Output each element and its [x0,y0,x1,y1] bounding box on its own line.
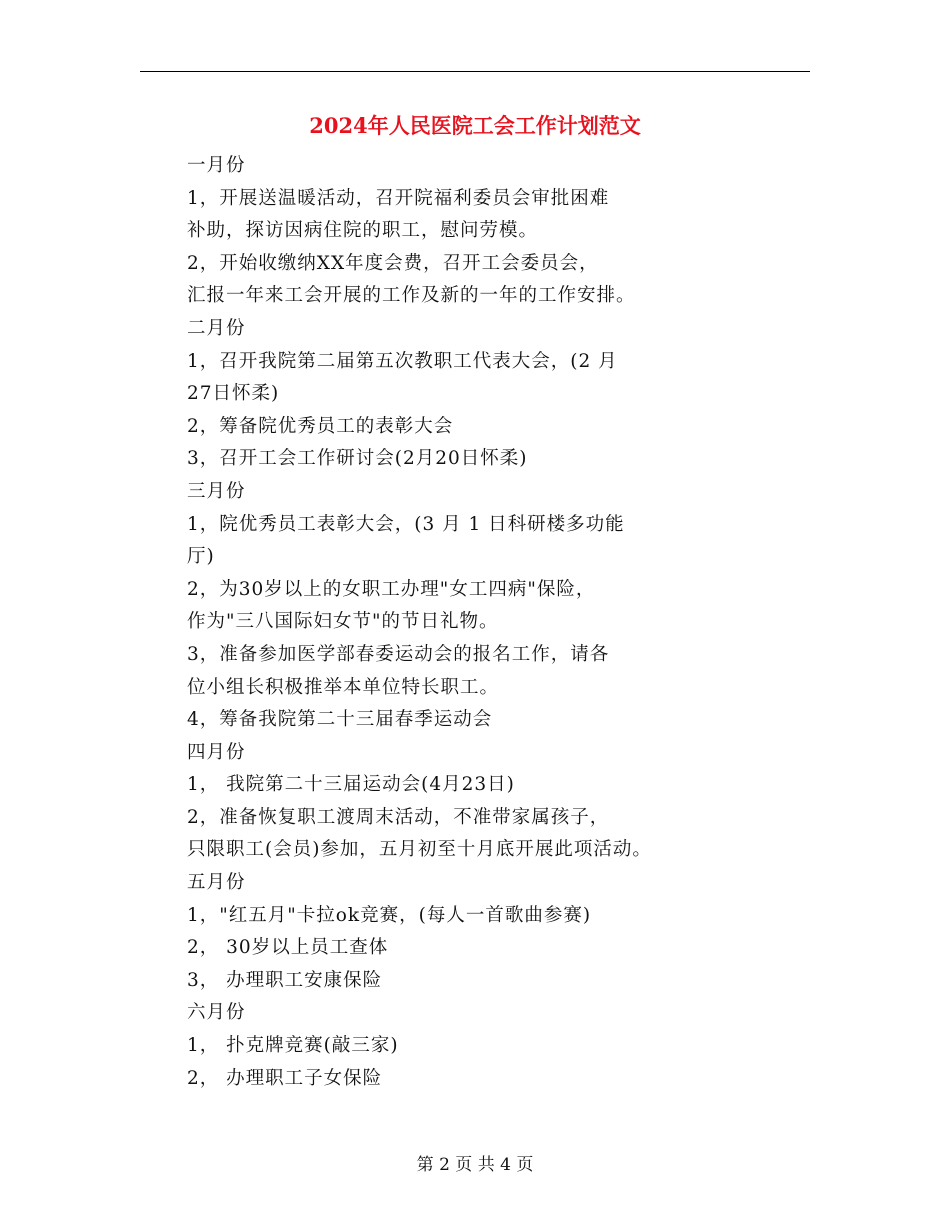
text-line: 四月份 [187,741,246,763]
text-line: 1，院优秀员工表彰大会，(3 月 1 日科研楼多功能 [187,513,625,535]
text-line: 厅) [187,546,215,568]
text-line: 2，准备恢复职工渡周末活动，不准带家属孩子， [187,806,610,828]
text-line: 2，开始收缴纳XX年度会费，召开工会委员会， [187,252,599,274]
text-line: 2，为30岁以上的女职工办理"女工四病"保险， [187,578,596,600]
text-line: 汇报一年来工会开展的工作及新的一年的工作安排。 [187,285,636,307]
text-line: 2， 30岁以上员工查体 [187,937,389,959]
document-title: 2024年人民医院工会工作计划范文 [309,113,641,138]
text-line: 三月份 [187,480,246,502]
text-line: 1，开展送温暖活动，召开院福利委员会审批困难 [187,187,610,209]
text-line: 二月份 [187,317,246,339]
text-line: 一月份 [187,155,246,176]
document-body [187,150,747,1095]
page-number: 第 2 页 共 4 页 [416,1155,534,1175]
text-line: 只限职工(会员)参加，五月初至十月底开展此项活动。 [187,839,652,861]
text-line: 27日怀柔) [187,383,280,405]
header-rule [140,71,810,72]
text-line: 3，准备参加医学部春委运动会的报名工作，请各 [187,643,610,665]
text-line: 作为"三八国际妇女节"的节日礼物。 [187,611,499,633]
text-line: 2， 办理职工子女保险 [187,1067,383,1089]
text-line: 1，召开我院第二届第五次教职工代表大会，(2 月 [187,350,618,372]
text-line: 补助，探访因病住院的职工，慰问劳模。 [187,220,539,242]
text-line: 2，筹备院优秀员工的表彰大会 [187,415,454,437]
text-line: 1， 我院第二十三届运动会(4月23日) [187,774,515,796]
text-line: 3，召开工会工作研讨会(2月20日怀柔) [187,448,528,470]
text-line: 3， 办理职工安康保险 [187,969,383,991]
text-line: 位小组长积极推举本单位特长职工。 [187,676,500,698]
text-line: 六月份 [187,1002,246,1024]
text-line: 1， 扑克牌竞赛(敲三家) [187,1035,399,1057]
text-line: 4，筹备我院第二十三届春季运动会 [187,709,493,731]
text-line: 1，"红五月"卡拉ok竞赛，(每人一首歌曲参赛) [187,904,592,926]
text-line: 五月份 [187,872,246,894]
